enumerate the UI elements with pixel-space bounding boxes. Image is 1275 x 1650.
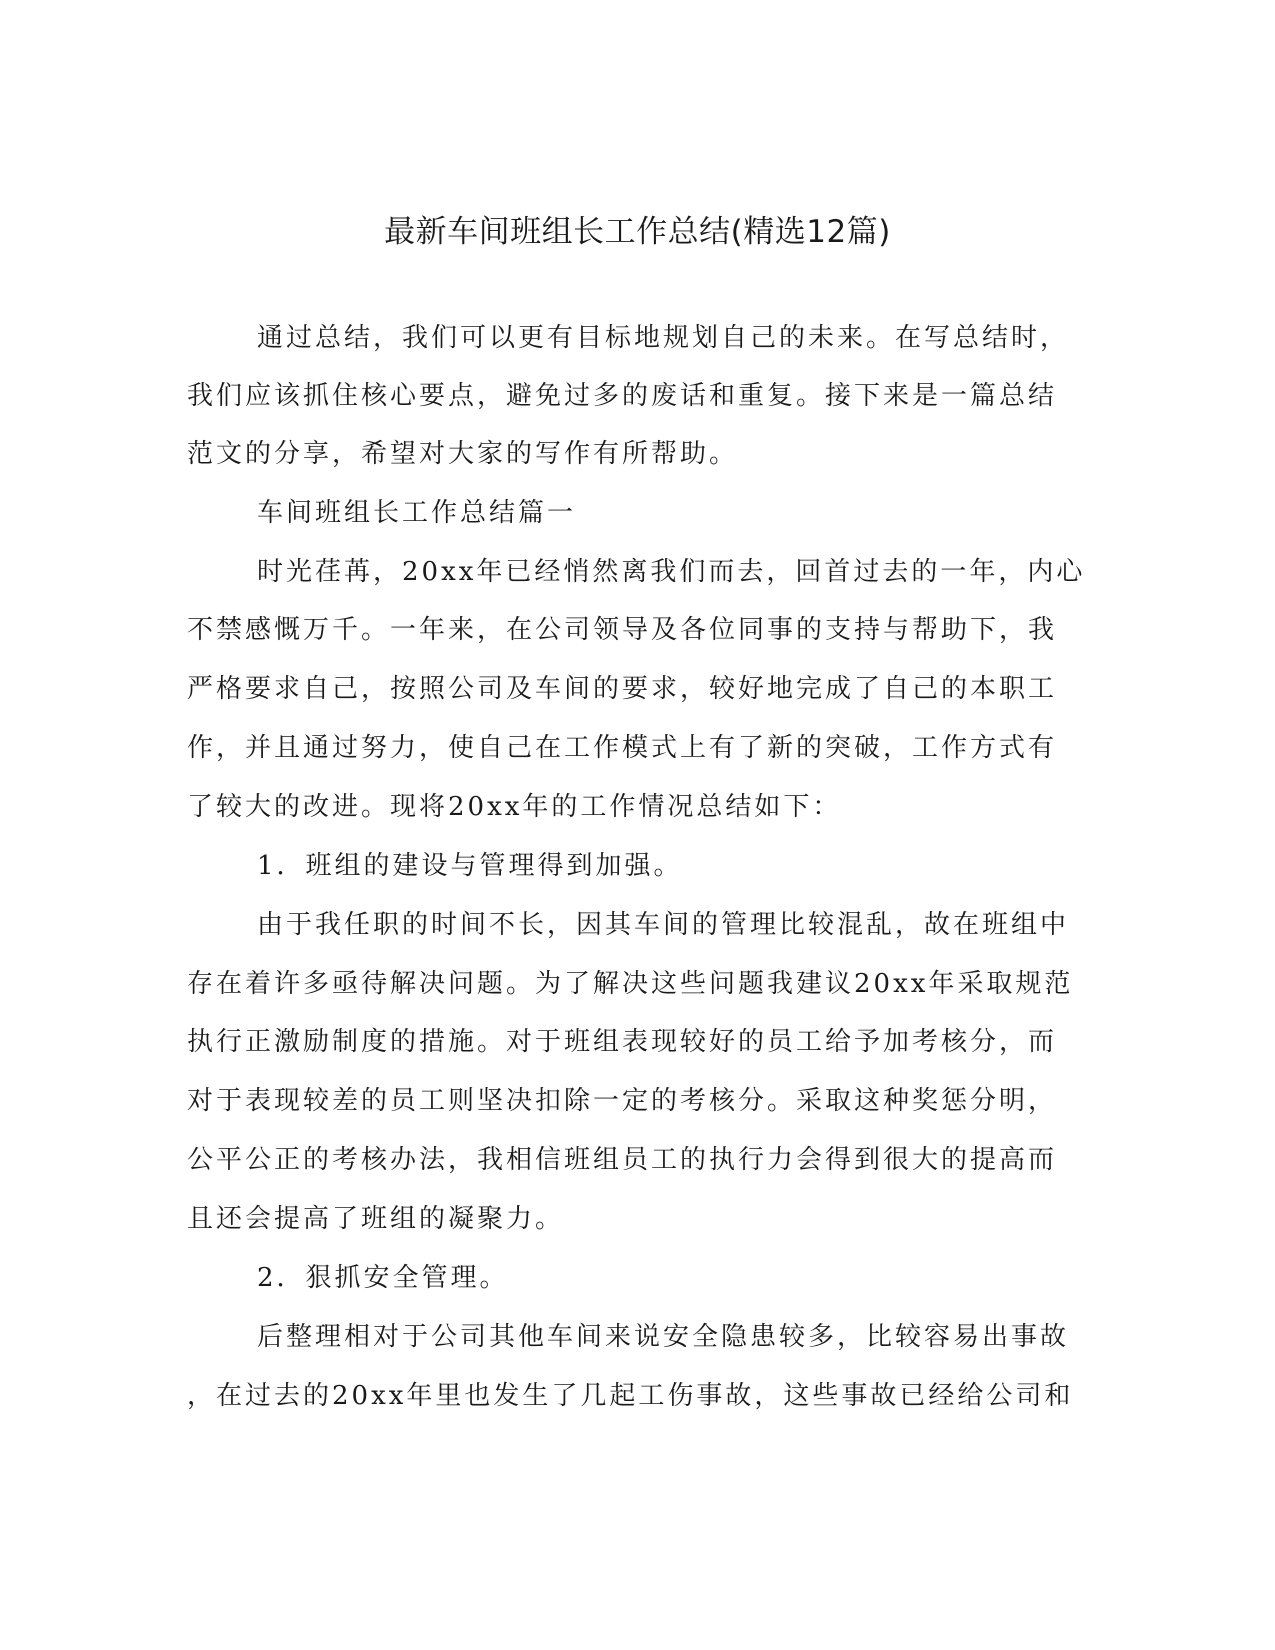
document-title: 最新车间班组长工作总结(精选12篇) bbox=[384, 214, 891, 250]
text-line: 严格要求自己，按照公司及车间的要求，较好地完成了自己的本职工 bbox=[187, 674, 1058, 704]
section-heading: 车间班组长工作总结篇一 bbox=[257, 498, 577, 528]
text-line: 对于表现较差的员工则坚决扣除一定的考核分。采取这种奖惩分明， bbox=[187, 1086, 1058, 1116]
text-line: 通过总结，我们可以更有目标地规划自己的未来。在写总结时， bbox=[257, 323, 1070, 353]
text-line: 由于我任职的时间不长，因其车间的管理比较混乱，故在班组中 bbox=[257, 910, 1070, 940]
text-line: 我们应该抓住核心要点，避免过多的废话和重复。接下来是一篇总结 bbox=[187, 381, 1058, 411]
text-line: 执行正激励制度的措施。对于班组表现较好的员工给予加考核分，而 bbox=[187, 1027, 1058, 1057]
text-line: 不禁感慨万千。一年来，在公司领导及各位同事的支持与帮助下，我 bbox=[187, 615, 1058, 645]
text-line: 后整理相对于公司其他车间来说安全隐患较多，比较容易出事故 bbox=[257, 1322, 1070, 1352]
numbered-heading: 1．班组的建设与管理得到加强。 bbox=[257, 851, 683, 881]
text-line: 且还会提高了班组的凝聚力。 bbox=[187, 1204, 565, 1234]
text-line: 了较大的改进。现将20xx年的工作情况总结如下： bbox=[187, 792, 842, 822]
text-line: 作，并且通过努力，使自己在工作模式上有了新的突破，工作方式有 bbox=[187, 733, 1058, 763]
text-line: 公平公正的考核办法，我相信班组员工的执行力会得到很大的提高而 bbox=[187, 1145, 1058, 1175]
text-line: 范文的分享，希望对大家的写作有所帮助。 bbox=[187, 439, 739, 469]
text-line: ，在过去的20xx年里也发生了几起工伤事故，这些事故已经给公司和 bbox=[187, 1381, 1074, 1411]
text-line: 存在着许多亟待解决问题。为了解决这些问题我建议20xx年采取规范 bbox=[187, 969, 1074, 999]
numbered-heading: 2．狠抓安全管理。 bbox=[257, 1263, 509, 1293]
text-line: 时光荏苒，20xx年已经悄然离我们而去，回首过去的一年，内心 bbox=[257, 557, 1086, 587]
